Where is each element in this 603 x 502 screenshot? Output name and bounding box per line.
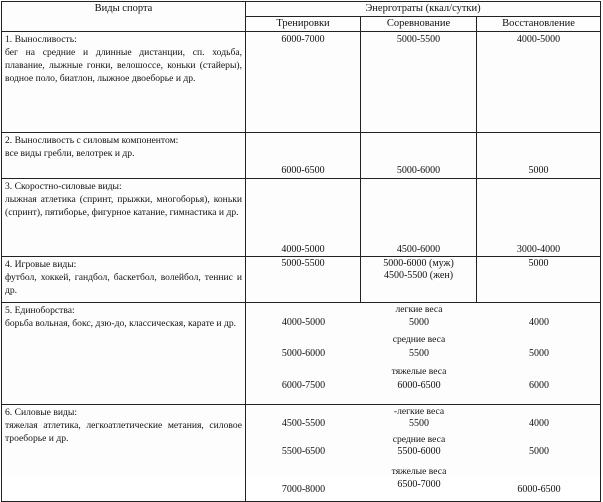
sport-title: 4. Игровые виды: bbox=[5, 259, 77, 270]
table-row bbox=[2, 405, 601, 502]
sport-desc: лыжная атлетика (спринт, прыжки, многоборья), коньки (спринт), пятиборье, фигурное катание, гимнастика и др. bbox=[5, 194, 242, 219]
header-sports: Виды спорта bbox=[2, 2, 246, 32]
header-competition: Соревнование bbox=[361, 17, 477, 32]
weight-class-label: тяжелые веса bbox=[391, 366, 447, 377]
sport-cell bbox=[2, 32, 246, 133]
training-cell: 6000-7000 bbox=[246, 32, 361, 133]
weight-class-label: -легкие веса bbox=[393, 406, 445, 417]
training-cell: 5000-5500 bbox=[246, 257, 361, 303]
recovery-cell: 3000-4000 bbox=[477, 179, 601, 257]
weight-class-label: средние веса bbox=[392, 434, 446, 445]
sport-desc: тяжелая атлетика, легкоатлетические метания, силовое троеборье и др. bbox=[5, 420, 242, 445]
competition-cell: 5000-6000 (муж) 4500-5500 (жен) bbox=[361, 257, 477, 303]
sport-desc: все виды гребли, велотрек и др. bbox=[5, 148, 135, 160]
sport-desc: футбол, хоккей, гандбол, баскетбол, волейбол, теннис и др. bbox=[5, 272, 242, 297]
competition-cell: 5000-5500 bbox=[361, 32, 477, 133]
sport-title: 3. Скоростно-силовые виды: bbox=[5, 181, 122, 192]
header-training: Тренировки bbox=[246, 17, 361, 32]
table-row bbox=[2, 133, 601, 179]
sport-desc: борьба вольная, бокс, дзю-до, классическая, карате и др. bbox=[5, 318, 237, 330]
sport-cell bbox=[2, 257, 246, 303]
weight-class-label: средние веса bbox=[392, 334, 446, 345]
sport-title: 5. Единоборства: bbox=[5, 305, 75, 316]
table-row bbox=[2, 179, 601, 257]
sport-cell bbox=[2, 133, 246, 179]
table-row bbox=[2, 303, 601, 405]
recovery-cell: 4000-5000 bbox=[477, 32, 601, 133]
weight-class-label: тяжелые веса bbox=[391, 466, 447, 477]
recovery-cell: 5000 bbox=[477, 257, 601, 303]
sport-title: 1. Выносливость: bbox=[5, 34, 77, 45]
sport-title: 6. Силовые виды: bbox=[5, 407, 77, 418]
competition-cell: 5000-6000 bbox=[361, 133, 477, 179]
training-cell: 6000-6500 bbox=[246, 133, 361, 179]
sport-desc: бег на средние и длинные дистанции, сп. ходьба, плавание, лыжные гонки, велошоссе, коньки (стайеры), водное поло, биатлон, лыжное двоеборье и др. bbox=[5, 47, 242, 85]
weight-class-cell: легкие веса 4000-5000 5000 4000 средние веса 5000-6000 5500 5000 тяжелые веса 6000-7500 6000-6500 6000 bbox=[246, 303, 601, 405]
weight-class-cell: -легкие веса 4500-5500 5500 4000 средние веса 5500-6500 5500-6000 5000 тяжелые веса 7000-8000 6500-7000 6000-6500 bbox=[246, 405, 601, 502]
table-row bbox=[2, 32, 601, 133]
recovery-cell: 5000 bbox=[477, 133, 601, 179]
sport-cell bbox=[2, 179, 246, 257]
sport-title: 2. Выносливость с силовым компонентом: bbox=[5, 135, 179, 146]
weight-class-label: легкие веса bbox=[395, 304, 443, 315]
header-energy: Энерготраты (ккал/сутки) bbox=[246, 2, 601, 17]
sport-cell bbox=[2, 405, 246, 502]
energy-table bbox=[1, 1, 601, 502]
header-recovery: Восстановление bbox=[477, 17, 601, 32]
sport-cell bbox=[2, 303, 246, 405]
table-row bbox=[2, 257, 601, 303]
training-cell: 4000-5000 bbox=[246, 179, 361, 257]
competition-cell: 4500-6000 bbox=[361, 179, 477, 257]
